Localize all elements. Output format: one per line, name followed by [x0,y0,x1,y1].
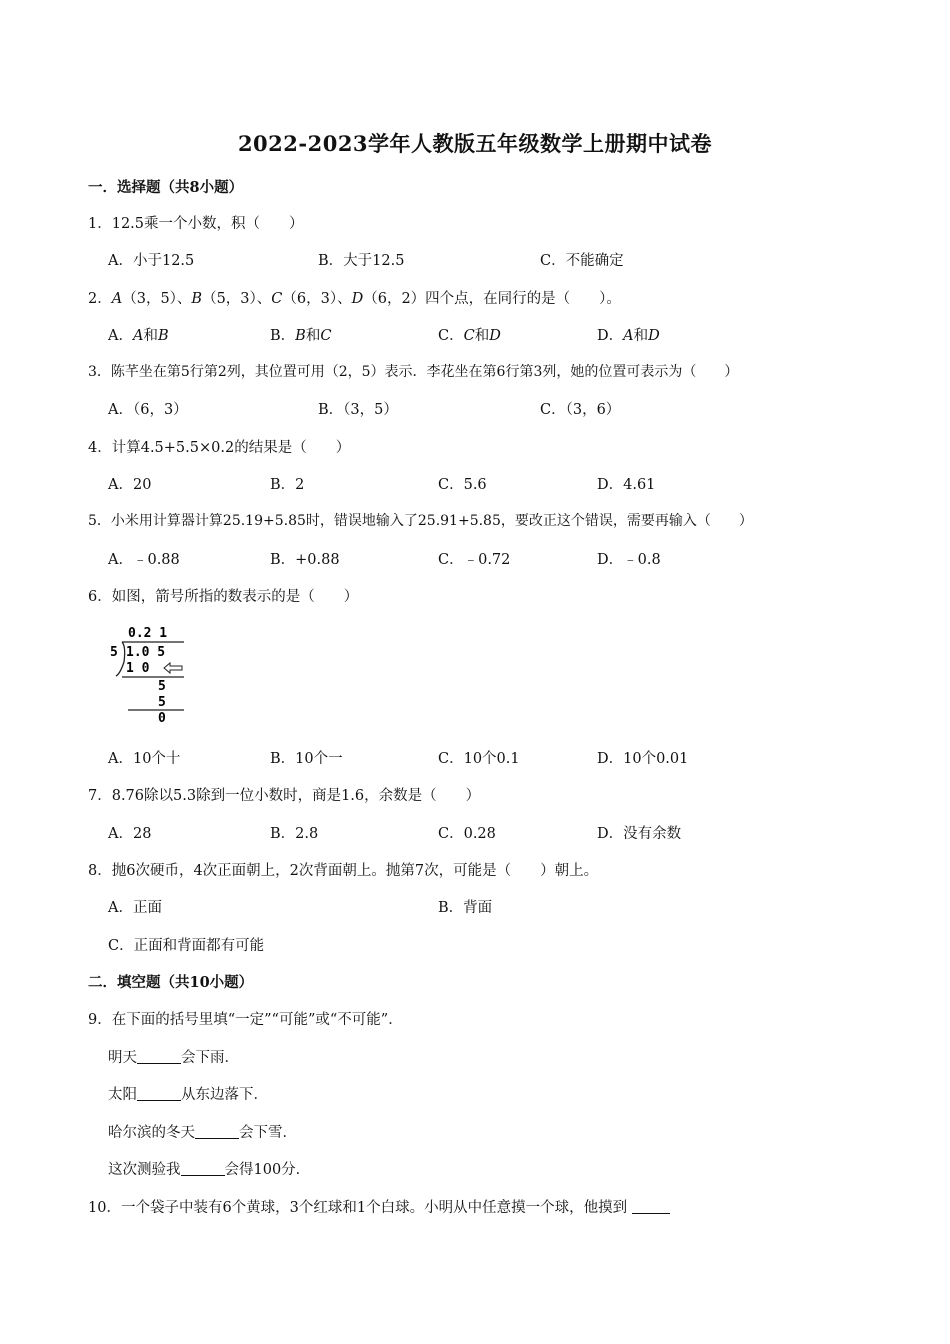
question-7-stem: 7．8.76除以5.3除到一位小数时，商是1.6，余数是（ ） [88,788,481,804]
question-1-option-c: C．不能确定 [540,253,624,269]
question-6-option-b: B．10个一 [270,751,343,767]
question-4-option-c: C．5.6 [438,477,487,493]
arrow-icon [164,663,182,673]
division-step-1: 1 0 [126,661,150,676]
question-1-stem: 1．12.5乘一个小数，积（ ） [88,216,304,232]
division-quotient: 0.2 1 [128,626,168,641]
question-6-option-d: D．10个0.01 [597,751,689,767]
question-5-option-d: D．﹣0.8 [597,552,661,568]
question-9-line-1: 明天 会下雨． [108,1050,239,1066]
division-remainder: 0 [158,711,166,724]
question-8-option-b: B．背面 [438,900,493,916]
question-5-option-b: B．+0.88 [270,552,340,568]
question-4-option-d: D．4.61 [597,477,656,493]
answer-blank[interactable] [632,1199,670,1214]
question-2-option-d: D．A和D [597,328,660,344]
question-3-option-a: A．（6，3） [108,402,188,418]
answer-blank[interactable] [137,1086,181,1101]
question-7-option-d: D．没有余数 [597,826,682,842]
answer-blank[interactable] [195,1124,239,1139]
question-4-option-a: A．20 [108,477,152,493]
question-7-option-c: C．0.28 [438,826,496,842]
question-8-stem: 8．抛6次硬币，4次正面朝上，2次背面朝上。抛第7次，可能是（ ）朝上。 [88,863,599,879]
question-4-option-b: B．2 [270,477,305,493]
question-3-stem: 3．陈芊坐在第5行第2列，其位置可用（2，5）表示．李花坐在第6行第3列，她的位置可表示为（ ） [88,364,739,380]
question-9-line-2: 太阳 从东边落下． [108,1087,268,1103]
question-6-option-a: A．10个十 [108,751,181,767]
question-8-option-c: C．正面和背面都有可能 [108,938,265,954]
question-5-option-a: A．﹣0.88 [108,552,180,568]
division-dividend: 1.0 5 [126,645,166,660]
question-5-option-c: C．﹣0.72 [438,552,511,568]
question-2-option-c: C．C和D [438,328,501,344]
section-heading-fill: 二．填空题（共10小题） [88,974,254,991]
question-2-option-b: B．B和C [270,328,332,344]
question-3-option-c: C．（3，6） [540,402,621,418]
question-3-option-b: B．（3，5） [318,402,398,418]
question-2-option-a: A．A和B [108,328,169,344]
question-2-stem: 2．A（3，5）、B（5，3）、C（6，3）、D（6，2）四个点，在同行的是（ ）。 [88,291,621,307]
question-10-stem: 10．一个袋子中装有6个黄球，3个红球和1个白球。小明从中任意摸一个球，他摸到 [88,1196,670,1217]
question-9-line-4: 这次测验我 会得100分． [108,1162,311,1178]
question-6-stem: 6．如图，箭号所指的数表示的是（ ） [88,589,359,605]
answer-blank[interactable] [137,1049,181,1064]
page-title: 2022-2023学年人教版五年级数学上册期中试卷 [237,131,713,156]
section-heading-choice: 一．选择题（共8小题） [88,179,244,196]
question-6-option-c: C．10个0.1 [438,751,520,767]
division-step-2: 5 [158,679,166,694]
question-1-option-b: B．大于12.5 [318,253,405,269]
question-8-option-a: A．正面 [108,900,162,916]
question-5-stem: 5．小米用计算器计算25.19+5.85时，错误地输入了25.91+5.85，要改正这个错误，需要再输入（ ） [88,513,753,529]
question-9-line-3: 哈尔滨的冬天 会下雪． [108,1125,297,1141]
long-division-figure [108,624,198,724]
answer-blank[interactable] [181,1161,225,1176]
question-7-option-b: B．2.8 [270,826,319,842]
question-9-stem: 9．在下面的括号里填“一定”“可能”或“不可能”． [88,1012,403,1028]
question-4-stem: 4．计算4.5+5.5×0.2的结果是（ ） [88,440,351,456]
division-divisor: 5 [110,645,118,660]
question-7-option-a: A．28 [108,826,152,842]
question-1-option-a: A．小于12.5 [108,253,195,269]
division-step-3: 5 [158,695,166,710]
